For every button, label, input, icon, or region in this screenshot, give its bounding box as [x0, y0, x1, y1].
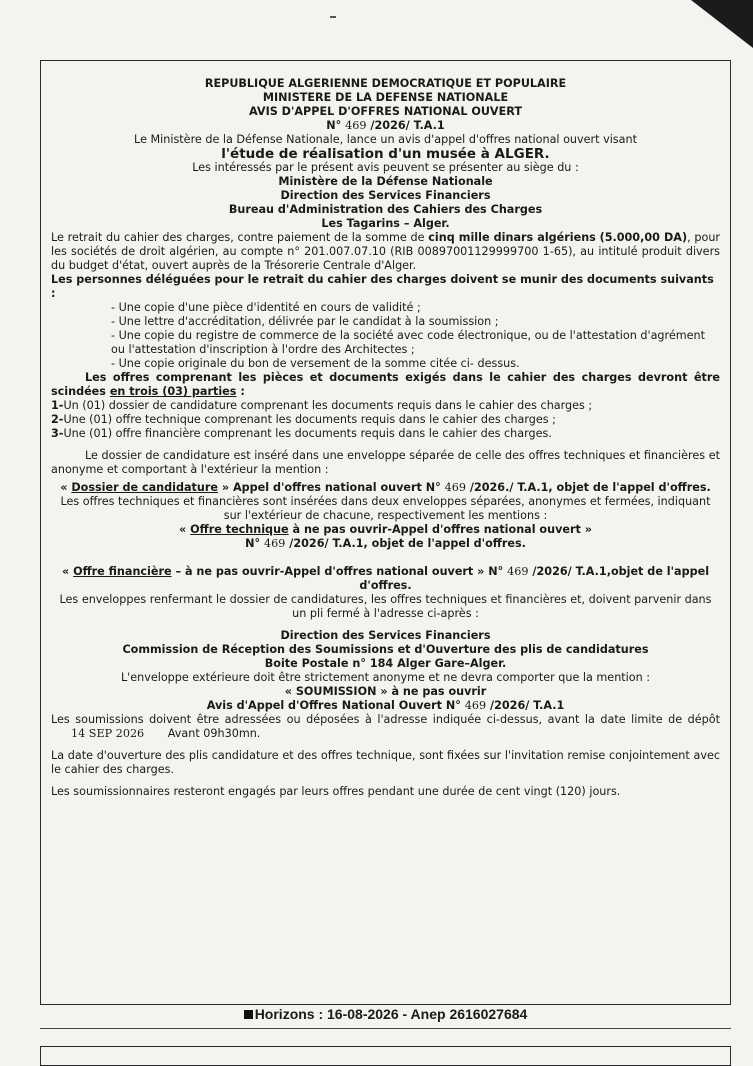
part-item	[51, 413, 720, 427]
part-text: Une (01) offre technique comprenant les documents requis dans le cahier des charges ;	[63, 413, 556, 426]
part-item	[51, 399, 720, 413]
document-item: - Une copie d'une pièce d'identité en cours de validité ;	[111, 301, 421, 314]
header-notice-title: AVIS D'APPEL D'OFFRES NATIONAL OUVERT	[249, 105, 522, 118]
dossier-tail: /2026./ T.A.1, objet de l'appel d'offres.	[465, 481, 711, 494]
soumission-prefix: Avis d'Appel d'Offres National Ouvert N°	[206, 699, 461, 712]
outer-envelope-text: L'enveloppe extérieure doit être strictement anonyme et ne devra comporter que la mention :	[120, 671, 651, 684]
quote-open: «	[179, 523, 191, 536]
tech-mention-number	[51, 537, 720, 551]
part-number: 1-	[51, 399, 64, 412]
engagement-text: Les soumissionnaires resteront engagés par leurs offres pendant une durée de cent vingt (120) jours.	[51, 785, 621, 798]
header-ministry: MINISTERE DE LA DEFENSE NATIONALE	[262, 91, 509, 104]
envelopes-text: Les enveloppes renfermant le dossier de candidatures, les offres techniques et financières et, doivent parvenir dans un pli fermé à l'adresse ci-après :	[59, 593, 712, 620]
fin-tail: /2026/ T.A.1,objet de l'appel d'offres.	[359, 565, 710, 592]
part-number: 3-	[51, 427, 64, 440]
quote-open: «	[61, 565, 74, 578]
address-line-3: Bureau d'Administration des Cahiers des Charges	[228, 203, 543, 216]
subject-text: l'étude de réalisation d'un musée à ALGER.	[221, 146, 550, 162]
soumission-number: 469	[464, 699, 487, 712]
footer-text: Horizons : 16-08-2026 - Anep 2616027684	[254, 1006, 528, 1022]
soumission-line-1: « SOUMISSION » à ne pas ouvrir	[284, 685, 487, 698]
corner-mark	[691, 0, 753, 48]
fin-label: Offre financière	[73, 565, 172, 578]
document-item: - Une copie originale du bon de versement de la somme citée ci- dessus.	[111, 357, 520, 370]
split-paragraph	[51, 371, 720, 399]
part-text: Un (01) dossier de candidature comprenant les documents requis dans le cahier des charges ;	[63, 399, 593, 412]
deadline-text: Les soumissions doivent être adressées ou déposées à l'adresse indiquée ci-dessus, avant la date limite de dépôt	[51, 713, 720, 726]
fin-rest: – à ne pas ouvrir-Appel d'offres national ouvert » N°	[171, 565, 508, 578]
tech-rest: à ne pas ouvrir-Appel d'offres national ouvert »	[288, 523, 592, 536]
number-prefix: N°	[326, 119, 342, 132]
offers-intro: Les offres techniques et financières sont insérées dans deux enveloppes séparées, anonymes et fermées, indiquant sur l'extérieur de chacune, respectivement les mentions :	[60, 495, 711, 522]
header-republic: REPUBLIQUE ALGERIENNE DEMOCRATIQUE ET POPULAIRE	[204, 77, 567, 90]
deadline-time: Avant 09h30mn.	[167, 727, 261, 740]
fin-mention	[51, 565, 720, 593]
withdrawal-part-2: , pour les sociétés de droit algérien, au compte n° 201.007.07.10 (RIB 00897001129999700 1-65), au intitulé produit divers du budget d'état, ouvert auprès de la Trésorerie Centrale d'Alger.	[51, 231, 721, 272]
square-bullet-icon	[244, 1010, 253, 1019]
address-line-4: Les Tagarins – Alger.	[321, 217, 450, 230]
amount-figures: (5.000,00 DA)	[599, 231, 688, 244]
footer-credit	[40, 1006, 731, 1022]
document-item: - Une lettre d'accréditation, délivrée par le candidat à la soumission ;	[111, 315, 499, 328]
intro-text: Le Ministère de la Défense Nationale, lance un avis d'appel d'offres national ouvert visant	[134, 133, 637, 146]
commission-line-1: Direction des Services Financiers	[280, 629, 491, 642]
part-item	[51, 427, 720, 441]
part-number: 2-	[51, 413, 64, 426]
next-notice-frame	[40, 1046, 731, 1066]
notice-number: 469	[345, 119, 367, 132]
documents-list	[51, 301, 720, 371]
delegates-title: Les personnes déléguées pour le retrait du cahier des charges doivent se munir des documents suivants :	[51, 273, 714, 300]
tech-prefix: N°	[245, 537, 261, 550]
tech-label: Offre technique	[190, 523, 289, 536]
withdrawal-part-1: Le retrait du cahier des charges, contre paiement de la somme de	[51, 231, 429, 244]
deadline-paragraph	[51, 713, 720, 741]
dossier-number: 469	[444, 481, 466, 494]
interested-text: Les intéressés par le présent avis peuvent se présenter au siège du :	[192, 161, 579, 174]
fin-number: 469	[507, 565, 529, 578]
quote-open: «	[60, 481, 72, 494]
dossier-label: Dossier de candidature	[71, 481, 218, 494]
divider	[40, 1028, 731, 1029]
soumission-suffix: /2026/ T.A.1	[490, 699, 565, 712]
tech-tail: /2026/ T.A.1, objet de l'appel d'offres.	[289, 537, 526, 550]
commission-line-2: Commission de Réception des Soumissions et d'Ouverture des plis de candidatures	[122, 643, 649, 656]
header-number	[51, 119, 720, 133]
soumission-line-2	[51, 699, 720, 713]
dossier-intro: Le dossier de candidature est inséré dans une enveloppe séparée de celle des offres techniques et financières et anonyme et comportant à l'extérieur la mention :	[51, 449, 720, 476]
split-part-2: :	[236, 385, 245, 398]
opening-text: La date d'ouverture des plis candidature et des offres technique, sont fixées sur l'invitation remise conjointement avec le cahier des charges.	[51, 749, 720, 776]
address-line-2: Direction des Services Financiers	[280, 189, 491, 202]
split-underlined: en trois (03) parties	[109, 385, 237, 398]
document-item: - Une copie du registre de commerce de la société avec code électronique, ou de l'attestation d'agrément ou l'attestation d'inscription à l'ordre des Architectes ;	[111, 329, 706, 356]
dossier-mention	[51, 481, 720, 495]
number-suffix: /2026/ T.A.1	[370, 119, 445, 132]
amount-words: cinq mille dinars algériens	[428, 231, 596, 244]
print-speck	[330, 16, 336, 18]
withdrawal-paragraph	[51, 231, 720, 273]
tech-number: 469	[263, 537, 286, 550]
deadline-date: 14 SEP 2026	[71, 727, 145, 740]
address-line-1: Ministère de la Défense Nationale	[278, 175, 493, 188]
commission-line-3: Boite Postale n° 184 Alger Gare–Alger.	[264, 657, 507, 670]
split-part-1: Les offres comprenant les pièces et documents exigés dans le cahier des charges devront être scindées	[51, 371, 720, 398]
part-text: Une (01) offre financière comprenant les documents requis dans le cahier des charges.	[63, 427, 552, 440]
tech-mention	[51, 523, 720, 537]
dossier-rest: » Appel d'offres national ouvert N°	[217, 481, 445, 494]
notice-frame	[40, 60, 731, 1005]
